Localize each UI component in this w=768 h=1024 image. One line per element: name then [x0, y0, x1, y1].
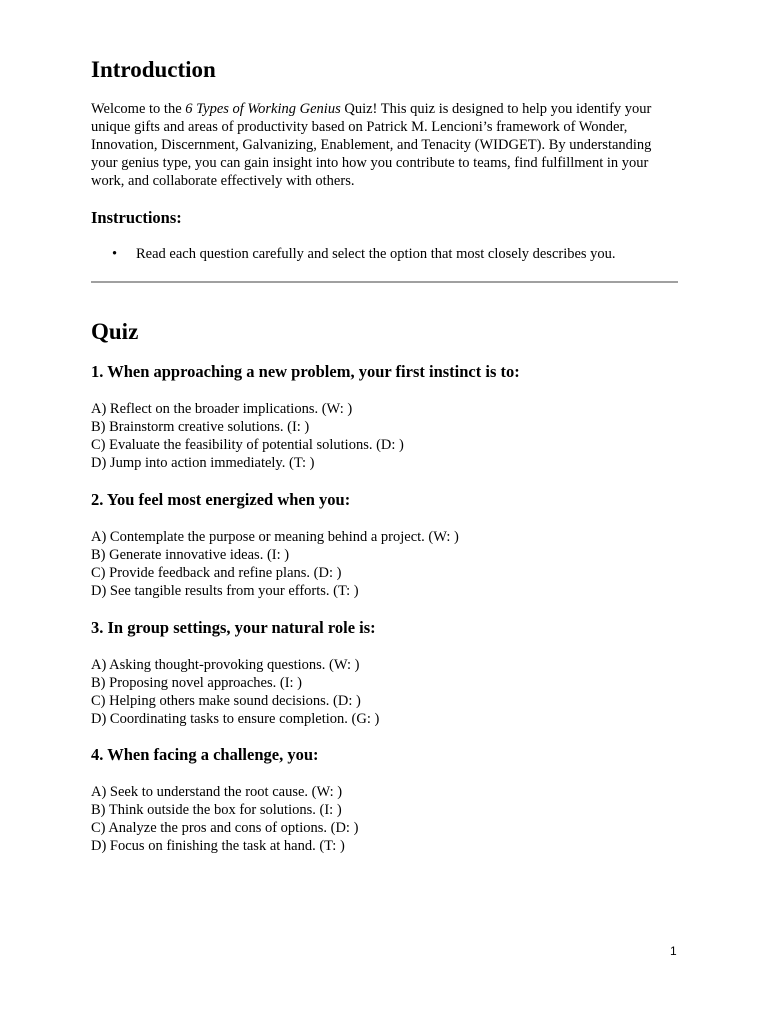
question-text: 3. In group settings, your natural role is:	[91, 618, 376, 637]
question-text: 2. You feel most energized when you:	[91, 490, 351, 509]
list-item	[91, 245, 616, 263]
option-c: C) Analyze the pros and cons of options. (D: )	[91, 819, 359, 836]
question-2	[91, 490, 678, 600]
question-1	[91, 362, 678, 472]
quiz-heading: Quiz	[91, 319, 139, 344]
page-number: 1	[670, 944, 677, 958]
instructions-heading: Instructions:	[91, 208, 182, 227]
option-a: A) Contemplate the purpose or meaning behind a project. (W: )	[91, 528, 459, 545]
option-c: C) Evaluate the feasibility of potential solutions. (D: )	[91, 436, 404, 453]
option-a: A) Asking thought-provoking questions. (W: )	[91, 656, 360, 673]
intro-text-start: Welcome to the	[91, 101, 186, 117]
question-4	[91, 745, 678, 855]
instructions-list	[91, 245, 616, 263]
question-text: 4. When facing a challenge, you:	[91, 745, 319, 764]
option-b: B) Generate innovative ideas. (I: )	[91, 546, 290, 563]
option-b: B) Think outside the box for solutions. (I: )	[91, 801, 342, 818]
option-c: C) Helping others make sound decisions. (D: )	[91, 692, 361, 709]
option-d: D) Focus on finishing the task at hand. (T: )	[91, 837, 345, 854]
option-b: B) Proposing novel approaches. (I: )	[91, 674, 303, 691]
option-b: B) Brainstorm creative solutions. (I: )	[91, 418, 310, 435]
quiz-title-italic: 6 Types of Working Genius	[185, 101, 341, 117]
question-3	[91, 618, 678, 728]
option-d: D) See tangible results from your efforts. (T: )	[91, 582, 359, 599]
introduction-paragraph	[91, 100, 681, 190]
option-d: D) Coordinating tasks to ensure completion. (G: )	[91, 710, 380, 727]
bullet-icon: •	[112, 246, 118, 262]
option-a: A) Seek to understand the root cause. (W: )	[91, 783, 343, 800]
intro-text-rest: Quiz! This quiz is designed to help you identify your unique gifts and areas of productivity based on Patrick M. Lencioni’s framework of Wonder, Innovation, Discernment, Galvanizing, Enablement, and Tenacity (WIDGET). By understanding your genius type, you can gain insight into how you contribute to teams, find fulfillment in your work, and collaborate effectively with others.	[91, 101, 652, 189]
introduction-heading: Introduction	[91, 57, 216, 82]
option-d: D) Jump into action immediately. (T: )	[91, 454, 315, 471]
question-text: 1. When approaching a new problem, your first instinct is to:	[91, 362, 520, 381]
instruction-text: Read each question carefully and select the option that most closely describes you.	[136, 246, 616, 262]
option-c: C) Provide feedback and refine plans. (D: )	[91, 564, 342, 581]
horizontal-divider	[91, 281, 678, 283]
option-a: A) Reflect on the broader implications. (W: )	[91, 400, 353, 417]
